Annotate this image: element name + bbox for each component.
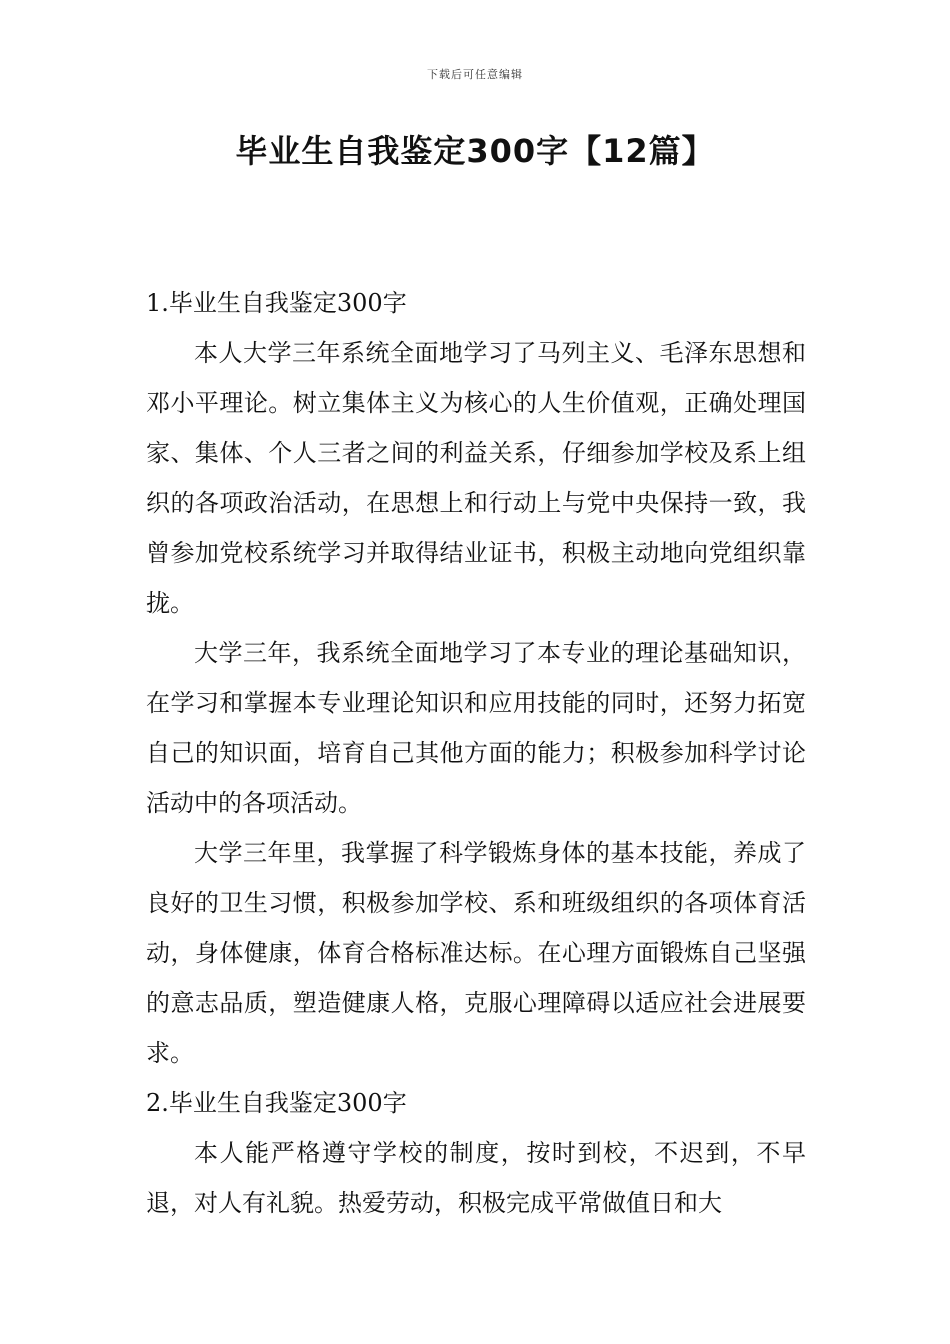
paragraph: 本人大学三年系统全面地学习了马列主义、毛泽东思想和邓小平理论。树立集体主义为核心的人生价值观，正确处理国家、集体、个人三者之间的利益关系，仔细参加学校及系上组织的各项政治活动，在思想上和行动上与党中央保持一致，我曾参加党校系统学习并取得结业证书，积极主动地向党组织靠拢。 (146, 339, 806, 617)
document-body (146, 278, 806, 1228)
header-note: 下载后可任意编辑 (427, 68, 523, 81)
paragraph: 大学三年，我系统全面地学习了本专业的理论基础知识，在学习和掌握本专业理论知识和应用技能的同时，还努力拓宽自己的知识面，培育自己其他方面的能力；积极参加科学讨论活动中的各项活动。 (146, 639, 806, 817)
paragraph: 大学三年里，我掌握了科学锻炼身体的基本技能，养成了良好的卫生习惯，积极参加学校、系和班级组织的各项体育活动，身体健康，体育合格标准达标。在心理方面锻炼自己坚强的意志品质，塑造健康人格，克服心理障碍以适应社会进展要求。 (146, 839, 806, 1067)
section-heading: 2.毕业生自我鉴定300字 (146, 1089, 407, 1117)
section-1 (146, 278, 806, 1078)
section-heading: 1.毕业生自我鉴定300字 (146, 289, 407, 317)
section-2 (146, 1078, 806, 1228)
paragraph: 本人能严格遵守学校的制度，按时到校，不迟到，不早退，对人有礼貌。热爱劳动，积极完成平常做值日和大 (146, 1139, 806, 1217)
document-title: 毕业生自我鉴定300字【12篇】 (235, 132, 715, 170)
